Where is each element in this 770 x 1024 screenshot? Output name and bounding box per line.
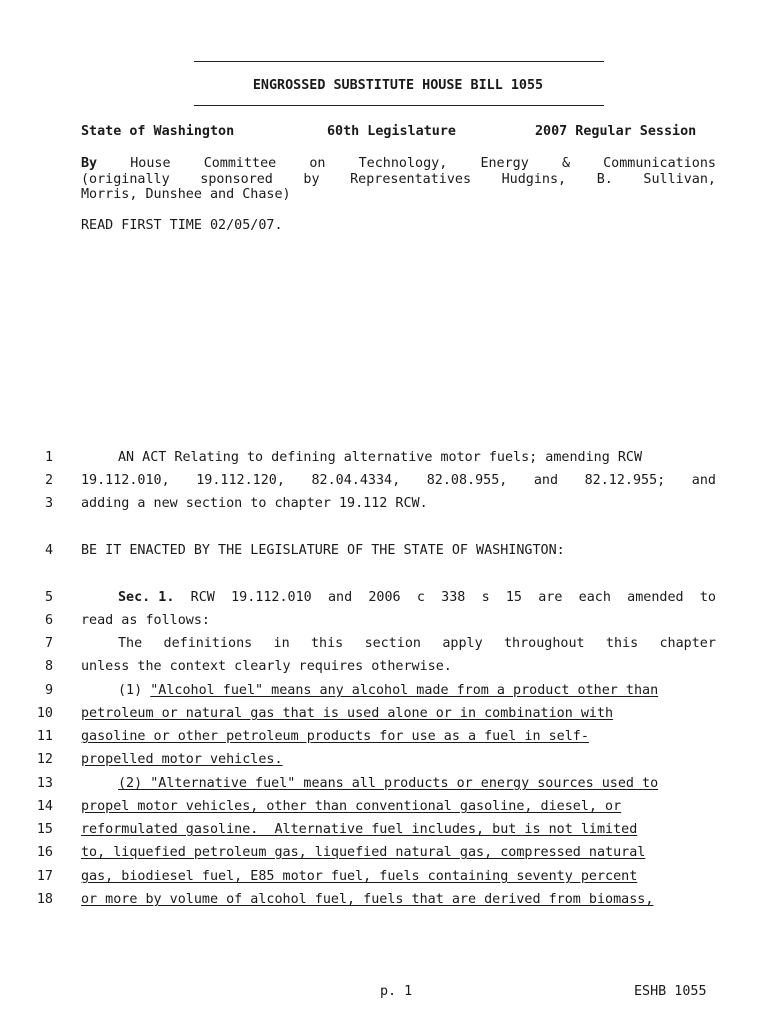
bill-title: ENGROSSED SUBSTITUTE HOUSE BILL 1055 bbox=[252, 78, 544, 93]
word: amended bbox=[627, 590, 684, 605]
word: s bbox=[481, 590, 490, 605]
line-number: 5 bbox=[44, 590, 53, 605]
line-number: 8 bbox=[44, 659, 53, 674]
inserted-text: or more by volume of alcohol fuel, fuels that are derived from biomass, bbox=[81, 892, 654, 907]
line-13 bbox=[0, 776, 770, 794]
inserted-text: propel motor vehicles, other than conventional gasoline, diesel, or bbox=[81, 799, 622, 814]
inserted-text: reformulated gasoline. Alternative fuel includes, but is not limited bbox=[81, 822, 638, 837]
line-number: 6 bbox=[44, 613, 53, 628]
line-14 bbox=[0, 799, 770, 817]
sponsor-word: Committee bbox=[203, 156, 277, 171]
word: apply bbox=[442, 636, 483, 651]
line-number: 11 bbox=[36, 729, 53, 744]
line-18 bbox=[0, 892, 770, 910]
word: RCW bbox=[190, 590, 215, 605]
word: 19.112.010 bbox=[231, 590, 312, 605]
word: 338 bbox=[441, 590, 466, 605]
sponsor-word: Technology, bbox=[358, 156, 448, 171]
session-label: 2007 Regular Session bbox=[535, 124, 697, 139]
line-2 bbox=[0, 473, 770, 491]
subsection-number: (1) bbox=[118, 683, 143, 698]
by-label: By bbox=[81, 156, 98, 171]
line-text bbox=[81, 473, 716, 488]
title-rule-top bbox=[194, 61, 604, 62]
inserted-text: propelled motor vehicles. bbox=[81, 752, 283, 767]
word: and bbox=[327, 590, 353, 605]
word: definitions bbox=[163, 636, 253, 651]
line-text: unless the context clearly requires otherwise. bbox=[81, 659, 452, 674]
line-number: 14 bbox=[36, 799, 53, 814]
page-number: p. 1 bbox=[380, 984, 413, 999]
sponsor-line-1 bbox=[81, 156, 716, 172]
line-text: BE IT ENACTED BY THE LEGISLATURE OF THE STATE OF WASHINGTON: bbox=[81, 543, 565, 558]
line-6 bbox=[0, 613, 770, 631]
legislature-label: 60th Legislature bbox=[327, 124, 456, 139]
line-8 bbox=[0, 659, 770, 677]
line-9 bbox=[0, 683, 770, 701]
line-17 bbox=[0, 869, 770, 887]
state-label: State of Washington bbox=[81, 124, 235, 139]
read-first-time: READ FIRST TIME 02/05/07. bbox=[81, 218, 283, 233]
sponsor-word: Representatives bbox=[350, 171, 472, 187]
word: c bbox=[416, 590, 425, 605]
line-text bbox=[81, 590, 716, 605]
inserted-text: petroleum or natural gas that is used alone or in combination with bbox=[81, 706, 614, 721]
line-10 bbox=[0, 706, 770, 724]
line-1 bbox=[0, 450, 770, 468]
line-3 bbox=[0, 496, 770, 514]
sponsor-word: Hudgins, bbox=[501, 171, 567, 187]
inserted-text: to, liquefied petroleum gas, liquefied natural gas, compressed natural bbox=[81, 845, 646, 860]
word: section bbox=[364, 636, 421, 651]
word: 82.04.4334, bbox=[311, 473, 401, 488]
line-number: 4 bbox=[44, 543, 53, 558]
line-number: 18 bbox=[36, 892, 53, 907]
sponsor-word: by bbox=[303, 171, 320, 187]
word: 19.112.120, bbox=[196, 473, 285, 488]
line-text bbox=[81, 683, 716, 698]
word: 82.12.955; bbox=[584, 473, 666, 488]
sponsor-line-3: Morris, Dunshee and Chase) bbox=[81, 187, 291, 202]
word: 19.112.010, bbox=[81, 473, 170, 488]
word: to bbox=[699, 590, 716, 605]
word: 82.08.955, bbox=[426, 473, 508, 488]
word: each bbox=[578, 590, 611, 605]
sponsor-line-2 bbox=[81, 172, 716, 188]
line-number: 3 bbox=[44, 496, 53, 511]
sponsor-word: House bbox=[130, 156, 171, 171]
line-number: 9 bbox=[44, 683, 53, 698]
line-7 bbox=[0, 636, 770, 654]
sponsor-word: on bbox=[309, 156, 326, 171]
word: and bbox=[691, 473, 716, 488]
line-text: read as follows: bbox=[81, 613, 210, 628]
sponsor-word: Communications bbox=[603, 156, 716, 171]
word: chapter bbox=[659, 636, 716, 651]
title-rule-bottom bbox=[194, 105, 604, 106]
line-text: AN ACT Relating to defining alternative motor fuels; amending RCW bbox=[118, 450, 643, 465]
word: and bbox=[533, 473, 559, 488]
line-number: 2 bbox=[44, 473, 53, 488]
word: The bbox=[118, 636, 143, 651]
sponsor-word: B. bbox=[596, 171, 613, 187]
line-number: 13 bbox=[36, 776, 53, 791]
line-number: 10 bbox=[36, 706, 53, 721]
word: in bbox=[273, 636, 290, 651]
bill-identifier: ESHB 1055 bbox=[634, 984, 707, 999]
line-number: 17 bbox=[36, 869, 53, 884]
word: this bbox=[605, 636, 639, 651]
line-number: 15 bbox=[36, 822, 53, 837]
sponsor-word: Energy bbox=[480, 156, 529, 171]
line-number: 16 bbox=[36, 845, 53, 860]
inserted-text: gas, biodiesel fuel, E85 motor fuel, fuels containing seventy percent bbox=[81, 869, 638, 884]
line-4 bbox=[0, 543, 770, 561]
line-5 bbox=[0, 590, 770, 608]
word: this bbox=[310, 636, 344, 651]
line-number: 7 bbox=[44, 636, 53, 651]
sponsor-word: sponsored bbox=[200, 171, 273, 187]
word: throughout bbox=[503, 636, 585, 651]
inserted-text: gasoline or other petroleum products for use as a fuel in self- bbox=[81, 729, 589, 744]
sponsor-word: & bbox=[561, 156, 570, 171]
line-12 bbox=[0, 752, 770, 770]
word: 2006 bbox=[368, 590, 401, 605]
sponsor-word: Sullivan, bbox=[643, 171, 716, 187]
line-number: 12 bbox=[36, 752, 53, 767]
line-15 bbox=[0, 822, 770, 840]
word: are bbox=[538, 590, 563, 605]
inserted-text: "Alcohol fuel" means any alcohol made from a product other than bbox=[150, 683, 659, 698]
word: 15 bbox=[505, 590, 522, 605]
inserted-text: (2) "Alternative fuel" means all products or energy sources used to bbox=[118, 776, 659, 791]
line-number: 1 bbox=[44, 450, 53, 465]
line-16 bbox=[0, 845, 770, 863]
sponsor-word: (originally bbox=[81, 171, 170, 187]
section-label: Sec. 1. bbox=[118, 590, 175, 605]
sponsor-block bbox=[81, 156, 716, 203]
line-text: adding a new section to chapter 19.112 RCW. bbox=[81, 496, 428, 511]
line-text bbox=[81, 636, 716, 651]
line-11 bbox=[0, 729, 770, 747]
